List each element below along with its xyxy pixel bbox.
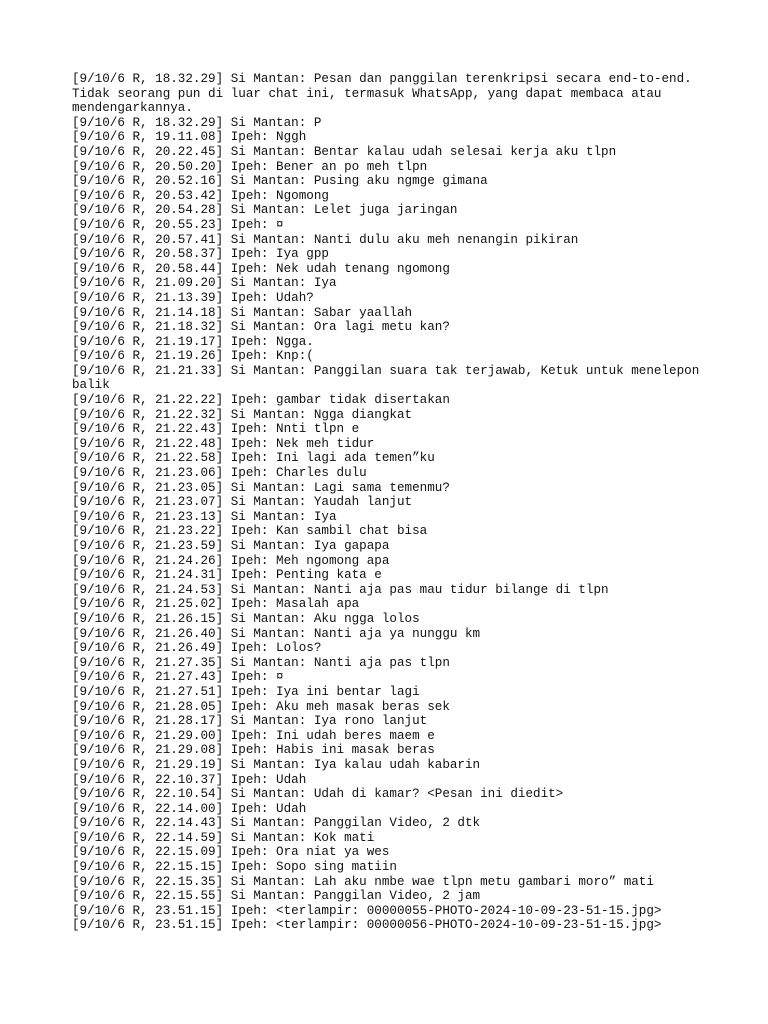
transcript-line: [9/10/6 R, 18.32.29] Si Mantan: P — [72, 115, 322, 130]
transcript-line: [9/10/6 R, 22.15.55] Si Mantan: Panggilan Video, 2 jam — [72, 889, 481, 904]
transcript-line: [9/10/6 R, 23.51.15] Ipeh: <terlampir: 00000055-PHOTO-2024-10-09-23-51-15.jpg> — [72, 903, 662, 918]
transcript-line: [9/10/6 R, 20.22.45] Si Mantan: Bentar kalau udah selesai kerja aku tlpn — [72, 144, 617, 159]
transcript-line: [9/10/6 R, 21.18.32] Si Mantan: Ora lagi metu kan? — [72, 320, 450, 335]
transcript-line: [9/10/6 R, 18.32.29] Si Mantan: Pesan dan panggilan terenkripsi secara end-to-end. — [72, 72, 692, 86]
transcript-line: [9/10/6 R, 22.15.09] Ipeh: Ora niat ya wes — [72, 845, 390, 860]
transcript-line: [9/10/6 R, 21.23.06] Ipeh: Charles dulu — [72, 466, 367, 481]
transcript-line: [9/10/6 R, 22.15.15] Ipeh: Sopo sing matiin — [72, 860, 397, 875]
transcript-line: [9/10/6 R, 21.21.33] Si Mantan: Panggilan suara tak terjawab, Ketuk untuk menelepon — [72, 363, 700, 378]
transcript-line: [9/10/6 R, 21.29.08] Ipeh: Habis ini masak beras — [72, 743, 435, 758]
transcript-line: [9/10/6 R, 22.14.59] Si Mantan: Kok mati — [72, 830, 375, 845]
transcript-line: [9/10/6 R, 21.22.58] Ipeh: Ini lagi ada temen”ku — [72, 451, 435, 466]
transcript-line: [9/10/6 R, 20.58.44] Ipeh: Nek udah tenang ngomong — [72, 261, 450, 276]
transcript-line: [9/10/6 R, 21.29.00] Ipeh: Ini udah beres maem e — [72, 728, 435, 743]
transcript-line: [9/10/6 R, 21.27.51] Ipeh: Iya ini bentar lagi — [72, 684, 420, 699]
transcript-line: balik — [72, 378, 110, 393]
transcript-line: [9/10/6 R, 23.51.15] Ipeh: <terlampir: 00000056-PHOTO-2024-10-09-23-51-15.jpg> — [72, 918, 662, 933]
transcript-line: [9/10/6 R, 21.27.35] Si Mantan: Nanti aja pas tlpn — [72, 655, 450, 670]
transcript-line: [9/10/6 R, 20.50.20] Ipeh: Bener an po meh tlpn — [72, 159, 428, 174]
transcript-line: [9/10/6 R, 21.24.26] Ipeh: Meh ngomong apa — [72, 553, 390, 568]
transcript-line: [9/10/6 R, 21.22.43] Ipeh: Nnti tlpn e — [72, 422, 360, 437]
transcript-line: [9/10/6 R, 21.23.22] Ipeh: Kan sambil chat bisa — [72, 524, 428, 539]
transcript-line: [9/10/6 R, 21.23.59] Si Mantan: Iya gapapa — [72, 539, 390, 553]
transcript-line: [9/10/6 R, 21.19.17] Ipeh: Ngga. — [72, 334, 314, 349]
transcript-line: [9/10/6 R, 20.54.28] Si Mantan: Lelet juga jaringan — [72, 203, 458, 218]
transcript-line: [9/10/6 R, 21.25.02] Ipeh: Masalah apa — [72, 597, 360, 612]
transcript-line: [9/10/6 R, 20.57.41] Si Mantan: Nanti dulu aku meh nenangin pikiran — [72, 232, 579, 247]
transcript-line: [9/10/6 R, 22.15.35] Si Mantan: Lah aku nmbe wae tlpn metu gambari moro” mati — [72, 874, 654, 889]
transcript-line: [9/10/6 R, 20.53.42] Ipeh: Ngomong — [72, 188, 329, 203]
transcript-line: [9/10/6 R, 21.23.07] Si Mantan: Yaudah lanjut — [72, 495, 413, 510]
transcript-line: [9/10/6 R, 21.26.15] Si Mantan: Aku ngga lolos — [72, 611, 420, 626]
transcript-line: [9/10/6 R, 22.14.43] Si Mantan: Panggilan Video, 2 dtk — [72, 816, 481, 831]
transcript-line: [9/10/6 R, 21.19.26] Ipeh: Knp:( — [72, 349, 314, 364]
transcript-line: [9/10/6 R, 21.13.39] Ipeh: Udah? — [72, 290, 314, 305]
transcript-line: [9/10/6 R, 20.55.23] Ipeh: ¤ — [72, 217, 284, 232]
transcript-line: [9/10/6 R, 21.22.22] Ipeh: gambar tidak disertakan — [72, 393, 450, 408]
transcript-line: [9/10/6 R, 22.10.37] Ipeh: Udah — [72, 772, 307, 787]
chat-transcript — [72, 72, 712, 933]
transcript-line: [9/10/6 R, 21.29.19] Si Mantan: Iya kalau udah kabarin — [72, 757, 481, 772]
transcript-line: [9/10/6 R, 21.23.13] Si Mantan: Iya — [72, 509, 337, 524]
transcript-line: [9/10/6 R, 20.52.16] Si Mantan: Pusing aku ngmge gimana — [72, 174, 488, 189]
transcript-line: [9/10/6 R, 21.26.49] Ipeh: Lolos? — [72, 641, 322, 656]
transcript-line: [9/10/6 R, 19.11.08] Ipeh: Nggh — [72, 130, 307, 145]
transcript-line: [9/10/6 R, 21.22.32] Si Mantan: Ngga diangkat — [72, 407, 413, 422]
transcript-line: [9/10/6 R, 21.24.53] Si Mantan: Nanti aja pas mau tidur bilange di tlpn — [72, 582, 609, 597]
transcript-line: [9/10/6 R, 22.14.00] Ipeh: Udah — [72, 801, 307, 816]
transcript-line: [9/10/6 R, 21.24.31] Ipeh: Penting kata e — [72, 568, 382, 583]
transcript-line: mendengarkannya. — [72, 101, 193, 116]
transcript-line: [9/10/6 R, 20.58.37] Ipeh: Iya gpp — [72, 247, 329, 262]
transcript-line: [9/10/6 R, 21.26.40] Si Mantan: Nanti aja ya nunggu km — [72, 626, 481, 641]
transcript-line: Tidak seorang pun di luar chat ini, termasuk WhatsApp, yang dapat membaca atau — [72, 86, 662, 101]
transcript-line: [9/10/6 R, 22.10.54] Si Mantan: Udah di kamar? <Pesan ini diedit> — [72, 787, 564, 802]
transcript-line: [9/10/6 R, 21.28.17] Si Mantan: Iya rono lanjut — [72, 714, 428, 729]
transcript-line: [9/10/6 R, 21.23.05] Si Mantan: Lagi sama temenmu? — [72, 480, 450, 495]
transcript-line: [9/10/6 R, 21.27.43] Ipeh: ¤ — [72, 670, 284, 685]
transcript-line: [9/10/6 R, 21.22.48] Ipeh: Nek meh tidur — [72, 436, 375, 451]
transcript-line: [9/10/6 R, 21.14.18] Si Mantan: Sabar yaallah — [72, 305, 413, 320]
transcript-line: [9/10/6 R, 21.28.05] Ipeh: Aku meh masak beras sek — [72, 699, 450, 714]
transcript-line: [9/10/6 R, 21.09.20] Si Mantan: Iya — [72, 276, 337, 291]
